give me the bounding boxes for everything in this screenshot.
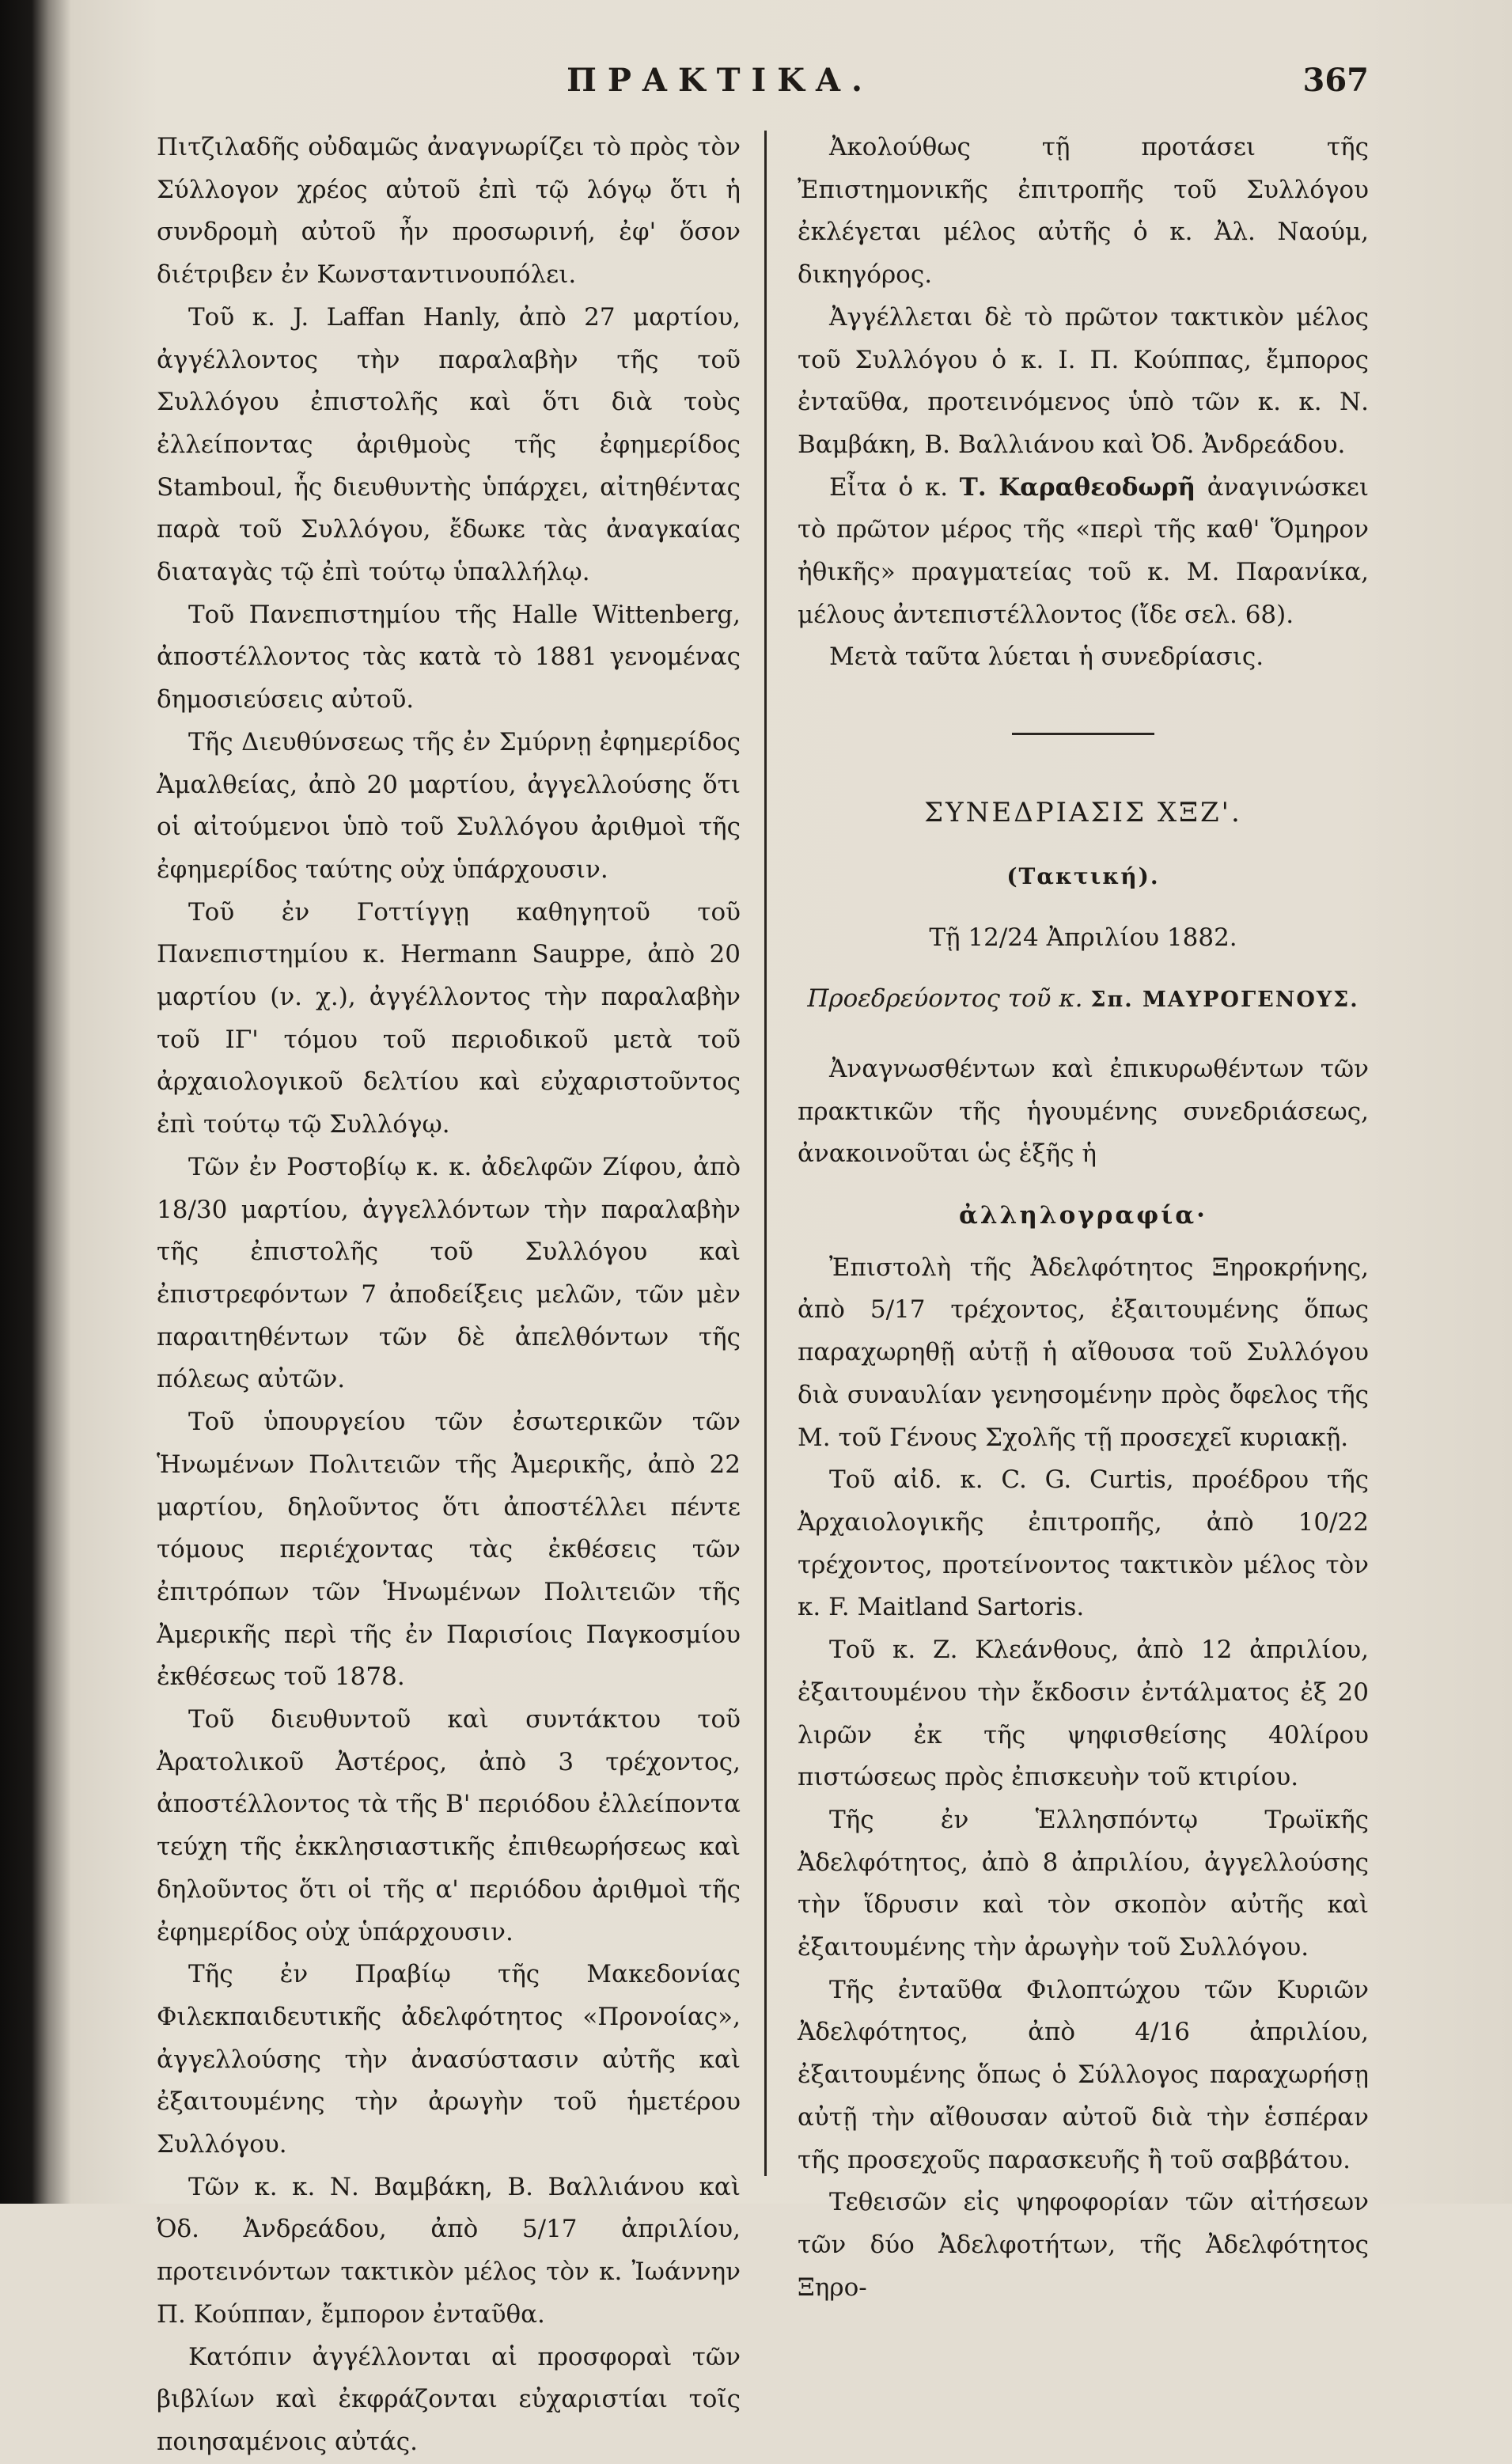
paragraph: Πιτζιλαδῆς οὐδαμῶς ἀναγνωρίζει τὸ πρὸς τὸν Σύλλογον χρέος αὐτοῦ ἐπὶ τῷ λόγῳ ὅτι ἡ συνδρομὴ αὐτοῦ ἦν προσωρινή, ἐφ' ὅσον διέτριβεν ἐν Κωνσταντινουπόλει. <box>157 133 741 290</box>
paragraph: Τῶν κ. κ. Ν. Βαμβάκη, Β. Βαλλιάνου καὶ Ὀδ. Ἀνδρεάδου, ἀπὸ 5/17 ἀπριλίου, προτεινόντων τακτικὸν μέλος τὸν κ. Ἰωάννην Π. Κούππαν, ἔμπορον ἐνταῦθα. <box>157 2172 741 2329</box>
paragraph: Τοῦ ἐν Γοττίγγῃ καθηγητοῦ τοῦ Πανεπιστημίου κ. Hermann Sauppe, ἀπὸ 20 μαρτίου (ν. χ.), ἀγγέλλοντος τὴν παραλαβὴν τοῦ ΙΓ' τόμου τοῦ περιοδικοῦ μετὰ τοῦ ἀρχαιολογικοῦ δελτίου καὶ εὐχαριστοῦντος ἐπὶ τούτῳ τῷ Συλλόγῳ. <box>157 897 741 1139</box>
letter-paragraph: Τῆς ἐνταῦθα Φιλοπτώχου τῶν Κυριῶν Ἀδελφότητος, ἀπὸ 4/16 ἀπριλίου, ἐξαιτουμένης ὅπως ὁ Σύλλογος παραχωρήσῃ αὐτῇ τὴν αἴθουσαν αὐτοῦ διὰ τὴν ἑσπέραν τῆς προσεχοῦς παρασκευῆς ἢ τοῦ σαββάτου. <box>798 1975 1369 2174</box>
reader-paragraph <box>798 467 1369 637</box>
paragraph: Τοῦ Πανεπιστημίου τῆς Halle Wittenberg, ἀποστέλλοντος τὰς κατὰ τὸ 1881 γενομένας δημοσιεύσεις αὐτοῦ. <box>157 600 741 715</box>
session-kind: (Τακτική). <box>1006 862 1160 889</box>
reader-name: Τ. Καραθεοδωρῆ <box>959 472 1196 502</box>
running-title: ΠΡΑΚΤΙΚΑ. <box>567 62 873 99</box>
paragraph: Ἀκολούθως τῇ προτάσει τῆς Ἐπιστημονικῆς ἐπιτροπῆς τοῦ Συλλόγου ἐκλέγεται μέλος αὐτῆς ὁ κ. Ἀλ. Ναούμ, δικηγόρος. <box>798 133 1369 290</box>
paragraph: Τοῦ διευθυντοῦ καὶ συντάκτου τοῦ Ἀρατολικοῦ Ἀστέρος, ἀπὸ 3 τρέχοντος, ἀποστέλλοντος τὰ τῆς Β' περιόδου ἐλλείποντα τεύχη τῆς ἐκκλησιαστικῆς ἐπιθεωρήσεως καὶ δηλοῦντος ὅτι οἱ τῆς α' περιόδου ἀριθμοὶ τῆς ἐφημερίδος οὐχ ὑπάρχουσιν. <box>157 1705 741 1947</box>
correspondence-heading: ἀλληλογραφία· <box>959 1201 1207 1230</box>
paragraph: Τοῦ κ. J. Laffan Hanly, ἀπὸ 27 μαρτίου, ἀγγέλλοντος τὴν παραλαβὴν τῆς τοῦ Συλλόγου ἐπιστολῆς καὶ ὅτι διὰ τοὺς ἐλλείποντας ἀριθμοὺς τῆς ἐφημερίδος Stamboul, ἧς διευθυντὴς ὑπάρχει, αἰτηθέντας παρὰ τοῦ Συλλόγου, ἔδωκε τὰς ἀναγκαίας διαταγὰς τῷ ἐπὶ τούτῳ ὑπαλλήλῳ. <box>157 302 741 587</box>
reader-after: ἀναγινώσκει τὸ πρῶτον μέρος τῆς «περὶ τῆς καθ' Ὅμηρον ἠθικῆς» πραγματείας τοῦ κ. Μ. Παρανίκα, μέλους ἀντεπιστέλλοντος (ἴδε σελ. 68). <box>798 472 1369 629</box>
letter-paragraph: Τοῦ κ. Ζ. Κλεάνθους, ἀπὸ 12 ἀπριλίου, ἐξαιτουμένου τὴν ἔκδοσιν ἐντάλματος ἐξ 20 λιρῶν ἐκ τῆς ψηφισθείσης 40λίρου πιστώσεως πρὸς ἐπισκευὴν τοῦ κτιρίου. <box>798 1636 1369 1792</box>
closing-line: Μετὰ ταῦτα λύεται ἡ συνεδρίασις. <box>829 643 1264 672</box>
column-divider <box>764 131 767 2176</box>
section-divider <box>1012 733 1154 735</box>
presiding-prefix: Προεδρεύοντος τοῦ κ. <box>807 984 1091 1014</box>
presiding-line <box>798 978 1369 1022</box>
right-column <box>798 127 1369 2309</box>
page-header <box>71 62 1369 109</box>
paragraph: Τῶν ἐν Ροστοβίῳ κ. κ. ἀδελφῶν Ζίφου, ἀπὸ 18/30 μαρτίου, ἀγγελλόντων τὴν παραλαβὴν τῆς ἐπιστολῆς τοῦ Συλλόγου καὶ ἐπιστρεφόντων 7 ἀποδείξεις μελῶν, τῶν μὲν παραιτηθέντων τῶν δὲ ἀπελθόντων τῆς πόλεως αὐτῶν. <box>157 1152 741 1394</box>
reader-before: Εἶτα ὁ κ. <box>829 472 960 502</box>
left-column <box>157 127 741 2464</box>
letter-paragraph: Τοῦ αἰδ. κ. C. G. Curtis, προέδρου τῆς Ἀρχαιολογικῆς ἐπιτροπῆς, ἀπὸ 10/22 τρέχοντος, προτείνοντος τακτικὸν μέλος τὸν κ. F. Maitland Sartoris. <box>798 1465 1369 1622</box>
letter-paragraph: Ἐπιστολὴ τῆς Ἀδελφότητος Ξηροκρήνης, ἀπὸ 5/17 τρέχοντος, ἐξαιτουμένης ὅπως παραχωρηθῇ αὐτῇ ἡ αἴθουσα τοῦ Συλλόγου διὰ συναυλίαν γενησομένην πρὸς ὄφελος τῆς Μ. τοῦ Γένους Σχολῆς τῇ προσεχεῖ κυριακῇ. <box>798 1253 1369 1452</box>
paragraph: Τοῦ ὑπουργείου τῶν ἐσωτερικῶν τῶν Ἡνωμένων Πολιτειῶν τῆς Ἀμερικῆς, ἀπὸ 22 μαρτίου, δηλοῦντος ὅτι ἀποστέλλει πέντε τόμους περιέχοντας τὰς ἐκθέσεις τῶν ἐπιτρόπων τῶν Ἡνωμένων Πολιτειῶν τῆς Ἀμερικῆς περὶ τῆς ἐν Παρισίοις Παγκοσμίου ἐκθέσεως τοῦ 1878. <box>157 1408 741 1692</box>
minutes-paragraph: Ἀναγνωσθέντων καὶ ἐπικυρωθέντων τῶν πρακτικῶν τῆς ἡγουμένης συνεδριάσεως, ἀνακοινοῦται ὡς ἑξῆς ἡ <box>798 1054 1369 1169</box>
paragraph: Κατόπιν ἀγγέλλονται αἱ προσφοραὶ τῶν βιβλίων καὶ ἐκφράζονται εὐχαριστίαι τοῖς ποιησαμένοις αὐτάς. <box>157 2342 741 2456</box>
letter-paragraph: Τῆς ἐν Ἑλλησπόντῳ Τρωϊκῆς Ἀδελφότητος, ἀπὸ 8 ἀπριλίου, ἀγγελλούσης τὴν ἵδρυσιν καὶ τὸν σκοπὸν αὐτῆς καὶ ἐξαιτουμένης τὴν ἀρωγὴν τοῦ Συλλόγου. <box>798 1805 1369 1962</box>
paragraph: Τῆς Διευθύνσεως τῆς ἐν Σμύρνῃ ἐφημερίδος Ἀμαλθείας, ἀπὸ 20 μαρτίου, ἀγγελλούσης ὅτι οἱ αἰτούμενοι ὑπὸ τοῦ Συλλόγου ἀριθμοὶ τῆς ἐφημερίδος ταύτης οὐχ ὑπάρχουσιν. <box>157 727 741 884</box>
presiding-name: Σπ. ΜΑΥΡΟΓΕΝΟΥΣ. <box>1090 987 1359 1013</box>
session-title: ΣΥΝΕΔΡΙΑΣΙΣ ΧΞΖ'. <box>924 797 1242 829</box>
paragraph: Τῆς ἐν Πραβίῳ τῆς Μακεδονίας Φιλεκπαιδευτικῆς ἀδελφότητος «Προνοίας», ἀγγελλούσης τὴν ἀνασύστασιν αὐτῆς καὶ ἐξαιτουμένης τὴν ἀρωγὴν τοῦ ἡμετέρου Συλλόγου. <box>157 1960 741 2159</box>
page-number: 367 <box>1302 62 1369 99</box>
letter-paragraph: Τεθεισῶν εἰς ψηφοφορίαν τῶν αἰτήσεων τῶν δύο Ἀδελφοτήτων, τῆς Ἀδελφότητος Ξηρο- <box>798 2188 1369 2302</box>
paragraph: Ἀγγέλλεται δὲ τὸ πρῶτον τακτικὸν μέλος τοῦ Συλλόγου ὁ κ. Ι. Π. Κούππας, ἔμπορος ἐνταῦθα, προτεινόμενος ὑπὸ τῶν κ. κ. Ν. Βαμβάκη, Β. Βαλλιάνου καὶ Ὀδ. Ἀνδρεάδου. <box>798 302 1369 459</box>
session-date: Τῇ 12/24 Ἀπριλίου 1882. <box>929 923 1237 952</box>
